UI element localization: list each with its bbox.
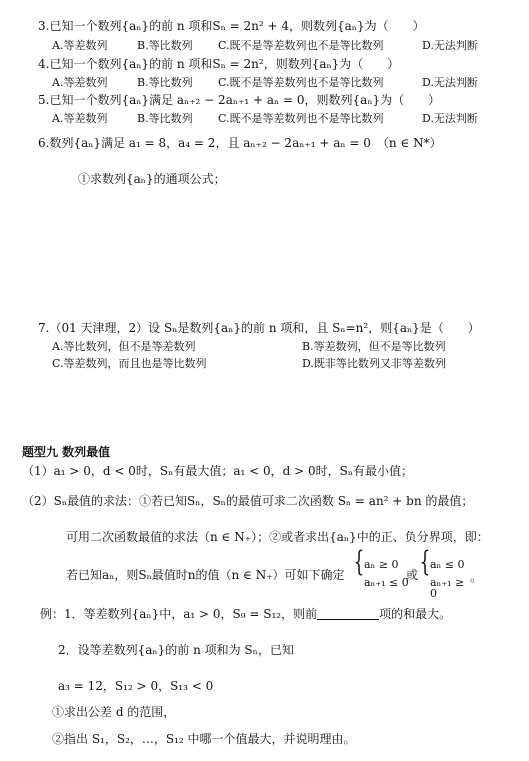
q5-stem: 5.已知一个数列{aₙ}满足 aₙ₊₂ − 2aₙ₊₁ + aₙ = 0，则数列{aₙ}为（ ） bbox=[38, 93, 441, 107]
q7-option-b: B.等差数列，但不是等比数列 bbox=[302, 340, 446, 353]
q7-option-c: C.等差数列，而且也是等比数列 bbox=[52, 357, 207, 370]
section-point-1: （1）a₁ > 0，d < 0时，Sₙ有最大值；a₁ < 0，d > 0时，Sₙ有最小值； bbox=[22, 464, 414, 478]
system-a-line-1: aₙ ≥ 0 bbox=[364, 558, 399, 571]
q4-option-a: A.等差数列 bbox=[52, 76, 108, 89]
example-1-blank bbox=[317, 608, 379, 620]
q5-option-c: C.既不是等差数列也不是等比数列 bbox=[218, 112, 384, 125]
example-1-text-b: 项的和最大。 bbox=[379, 607, 452, 621]
end-mark: 。 bbox=[470, 570, 483, 584]
system-b-line-1: aₙ ≤ 0 bbox=[430, 558, 465, 571]
q4-option-d: D.无法判断 bbox=[422, 76, 478, 89]
example-1-text-a: 例：1．等差数列{aₙ}中，a₁ > 0，S₉ = S₁₂，则前 bbox=[40, 607, 318, 621]
q3-option-b: B.等比数列 bbox=[137, 39, 193, 52]
example-2-sub-2: ②指出 S₁，S₂，…，S₁₂ 中哪一个值最大，并说明理由。 bbox=[52, 732, 356, 746]
q6-stem: 6.数列{aₙ}满足 a₁ = 8，a₄ = 2，且 aₙ₊₂ − 2aₙ₊₁ + aₙ = 0 （n ∈ N*） bbox=[38, 136, 442, 150]
system-a-line-2: aₙ₊₁ ≤ 0 bbox=[364, 576, 409, 589]
example-2-sub-1: ①求出公差 d 的范围， bbox=[52, 705, 176, 719]
inequality-systems bbox=[353, 545, 483, 600]
example-2-conditions: a₃ = 12，S₁₂ > 0，S₁₃ < 0 bbox=[58, 679, 214, 693]
q4-option-b: B.等比数列 bbox=[137, 76, 193, 89]
q3-stem: 3.已知一个数列{aₙ}的前 n 项和Sₙ = 2n² + 4，则数列{aₙ}为（ ） bbox=[38, 19, 425, 33]
q4-stem: 4.已知一个数列{aₙ}的前 n 项和Sₙ = 2n²，则数列{aₙ}为（ ） bbox=[38, 57, 400, 71]
or-word: 或 bbox=[406, 568, 419, 582]
q3-option-d: D.无法判断 bbox=[422, 39, 478, 52]
system-b-line-2: aₙ₊₁ ≥ 0 bbox=[430, 576, 465, 600]
example-2-stem: 2．设等差数列{aₙ}的前 n 项和为 Sₙ，已知 bbox=[58, 643, 294, 657]
q7-stem: 7.（01 天津理，2）设 Sₙ是数列{aₙ}的前 n 项和，且 Sₙ=n²，则{aₙ}是（ ） bbox=[38, 321, 480, 335]
example-1-line bbox=[40, 608, 451, 620]
section-rule-text: 若已知aₙ，则Sₙ最值时n的值（n ∈ N₊）可如下确定 bbox=[66, 568, 345, 582]
q3-option-c: C.既不是等差数列也不是等比数列 bbox=[218, 39, 384, 52]
left-brace-a: { bbox=[353, 545, 365, 578]
section-point-2: （2）Sₙ最值的求法：①若已知Sₙ，Sₙ的最值可求二次函数 Sₙ = an² + bn 的最值； bbox=[22, 494, 474, 508]
q5-option-a: A.等差数列 bbox=[52, 112, 108, 125]
q4-option-c: C.既不是等差数列也不是等比数列 bbox=[218, 76, 384, 89]
q6-sub-question-1: ①求数列{aₙ}的通项公式； bbox=[78, 172, 226, 186]
q7-option-a: A.等比数列，但不是等差数列 bbox=[52, 340, 196, 353]
left-brace-b: { bbox=[419, 545, 431, 578]
q5-option-b: B.等比数列 bbox=[137, 112, 193, 125]
q5-option-d: D.无法判断 bbox=[422, 112, 478, 125]
section-point-2-cont: 可用二次函数最值的求法（n ∈ N₊）；②或者求出{aₙ}中的正、负分界项，即： bbox=[66, 530, 489, 544]
section-title: 题型九 数列最值 bbox=[22, 445, 111, 459]
q3-option-a: A.等差数列 bbox=[52, 39, 108, 52]
q7-option-d: D.既非等比数列又非等差数列 bbox=[302, 357, 446, 370]
